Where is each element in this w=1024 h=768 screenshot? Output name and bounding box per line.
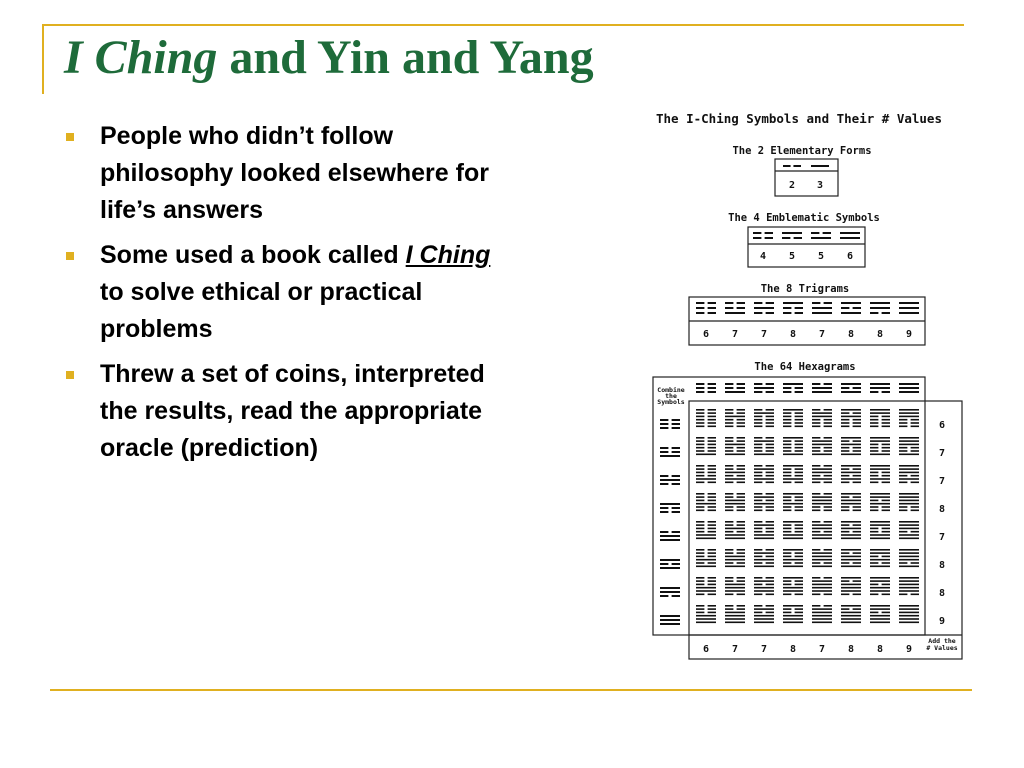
hexagrams-right-frame bbox=[689, 401, 962, 659]
column-sum-value: 8 bbox=[876, 644, 884, 655]
trigram-value: 7 bbox=[818, 329, 826, 340]
line-symbol-icon bbox=[812, 549, 832, 567]
line-symbol-icon bbox=[696, 605, 716, 623]
line-symbol-icon bbox=[696, 549, 716, 567]
line-symbol-icon bbox=[812, 465, 832, 483]
line-symbol-icon bbox=[725, 549, 745, 567]
line-symbol-icon bbox=[754, 521, 774, 539]
line-symbol-icon bbox=[783, 302, 803, 314]
row-sum-value: 8 bbox=[938, 588, 946, 599]
trigram-value: 8 bbox=[876, 329, 884, 340]
line-symbol-icon bbox=[841, 465, 861, 483]
line-symbol-icon bbox=[754, 549, 774, 567]
bullet-text: People who didn’t follow philosophy looked elsewhere for life’s answers bbox=[100, 122, 489, 224]
line-symbol-icon bbox=[899, 521, 919, 539]
line-symbol-icon bbox=[696, 437, 716, 455]
line-symbol-icon bbox=[754, 302, 774, 314]
line-symbol-icon bbox=[660, 503, 680, 513]
i-ching-symbols-figure bbox=[640, 105, 980, 670]
line-symbol-icon bbox=[696, 302, 716, 314]
line-symbol-icon bbox=[812, 383, 832, 393]
line-symbol-icon bbox=[783, 521, 803, 539]
line-symbol-icon bbox=[812, 302, 832, 314]
line-symbol-icon bbox=[725, 302, 745, 314]
line-symbol-icon bbox=[870, 549, 890, 567]
line-symbol-icon bbox=[725, 605, 745, 623]
line-symbol-icon bbox=[812, 577, 832, 595]
bullet-item bbox=[62, 118, 512, 229]
add-label-line-1: Add the bbox=[928, 637, 956, 645]
column-sum-value: 7 bbox=[818, 644, 826, 655]
bullet-item bbox=[62, 356, 512, 467]
column-sum-value: 7 bbox=[760, 644, 768, 655]
line-symbol-icon bbox=[725, 521, 745, 539]
column-sum-value: 6 bbox=[702, 644, 710, 655]
line-symbol-icon bbox=[660, 531, 680, 541]
trigram-value: 9 bbox=[905, 329, 913, 340]
row-sum-value: 9 bbox=[938, 616, 946, 627]
line-symbol-icon bbox=[841, 383, 861, 393]
line-symbol-icon bbox=[660, 587, 680, 597]
bullet-list bbox=[62, 118, 512, 475]
trigram-value: 8 bbox=[847, 329, 855, 340]
line-symbol-icon bbox=[870, 465, 890, 483]
line-symbol-icon bbox=[696, 521, 716, 539]
line-symbol-icon bbox=[899, 605, 919, 623]
line-symbol-icon bbox=[870, 493, 890, 511]
line-symbol-icon bbox=[899, 409, 919, 427]
trigrams-heading: The 8 Trigrams bbox=[760, 283, 850, 295]
line-symbol-icon bbox=[696, 577, 716, 595]
row-sum-value: 7 bbox=[938, 448, 946, 459]
line-symbol-icon bbox=[783, 549, 803, 567]
trigram-value: 6 bbox=[702, 329, 710, 340]
combine-label-line-2: the bbox=[665, 392, 677, 400]
trigram-value: 8 bbox=[789, 329, 797, 340]
bullet-square-icon bbox=[66, 252, 74, 260]
line-symbol-icon bbox=[725, 383, 745, 393]
line-symbol-icon bbox=[754, 577, 774, 595]
line-symbol-icon bbox=[696, 409, 716, 427]
add-label-line-2: # Values bbox=[926, 644, 958, 652]
line-symbol-icon bbox=[753, 232, 773, 239]
line-symbol-icon bbox=[899, 493, 919, 511]
line-symbol-icon bbox=[783, 383, 803, 393]
row-sum-value: 8 bbox=[938, 504, 946, 515]
line-symbol-icon bbox=[899, 577, 919, 595]
bullet-item bbox=[62, 237, 512, 348]
form-value: 3 bbox=[816, 180, 824, 191]
line-symbol-icon bbox=[725, 437, 745, 455]
column-sum-value: 7 bbox=[731, 644, 739, 655]
emblematic-symbols-table bbox=[748, 227, 865, 267]
line-symbol-icon bbox=[841, 302, 861, 314]
line-symbol-icon bbox=[660, 419, 680, 429]
bullet-square-icon bbox=[66, 133, 74, 141]
line-symbol-icon bbox=[899, 437, 919, 455]
line-symbol-icon bbox=[696, 383, 716, 393]
line-symbol-icon bbox=[660, 615, 680, 625]
book-title-i-ching: I Ching bbox=[405, 241, 491, 269]
line-symbol-icon bbox=[870, 383, 890, 393]
line-symbol-icon bbox=[870, 409, 890, 427]
line-symbol-icon bbox=[660, 475, 680, 485]
line-symbol-icon bbox=[754, 437, 774, 455]
line-symbol-icon bbox=[899, 465, 919, 483]
trigram-value: 7 bbox=[731, 329, 739, 340]
line-symbol-icon bbox=[811, 232, 831, 239]
emblematic-value: 5 bbox=[788, 251, 796, 262]
row-sum-value: 7 bbox=[938, 532, 946, 543]
line-symbol-icon bbox=[841, 521, 861, 539]
line-symbol-icon bbox=[783, 493, 803, 511]
line-symbol-icon bbox=[725, 493, 745, 511]
bullet-square-icon bbox=[66, 371, 74, 379]
emblematic-value: 6 bbox=[846, 251, 854, 262]
column-sum-value: 9 bbox=[905, 644, 913, 655]
form-value: 2 bbox=[788, 180, 796, 191]
line-symbol-icon bbox=[812, 493, 832, 511]
line-symbol-icon bbox=[725, 465, 745, 483]
line-symbol-icon bbox=[870, 521, 890, 539]
row-sum-value: 8 bbox=[938, 560, 946, 571]
row-sum-value: 7 bbox=[938, 476, 946, 487]
bullet-text-post: to solve ethical or practical problems bbox=[100, 278, 423, 343]
line-symbol-icon bbox=[841, 577, 861, 595]
line-symbol-icon bbox=[899, 302, 919, 314]
line-symbol-icon bbox=[696, 465, 716, 483]
row-sum-value: 6 bbox=[938, 420, 946, 431]
line-symbol-icon bbox=[783, 409, 803, 427]
line-symbol-icon bbox=[812, 605, 832, 623]
line-symbol-icon bbox=[841, 549, 861, 567]
line-symbol-icon bbox=[725, 409, 745, 427]
figure-title: The I-Ching Symbols and Their # Values bbox=[656, 111, 942, 126]
combine-label-line-3: Symbols bbox=[657, 398, 685, 406]
line-symbol-icon bbox=[783, 165, 801, 167]
forms-heading: The 2 Elementary Forms bbox=[732, 145, 872, 157]
line-symbol-icon bbox=[783, 465, 803, 483]
column-sum-value: 8 bbox=[847, 644, 855, 655]
elementary-forms-table bbox=[775, 159, 838, 196]
line-symbol-icon bbox=[899, 549, 919, 567]
line-symbol-icon bbox=[783, 605, 803, 623]
combine-label-line-1: Combine bbox=[657, 386, 685, 394]
forms-frame bbox=[775, 159, 838, 196]
line-symbol-icon bbox=[660, 447, 680, 457]
bottom-rule bbox=[50, 689, 972, 691]
line-symbol-icon bbox=[812, 409, 832, 427]
line-symbol-icon bbox=[754, 493, 774, 511]
column-sum-value: 8 bbox=[789, 644, 797, 655]
line-symbol-icon bbox=[754, 383, 774, 393]
hexagrams-table bbox=[653, 377, 962, 659]
line-symbol-icon bbox=[783, 577, 803, 595]
line-symbol-icon bbox=[841, 437, 861, 455]
emblematic-value: 4 bbox=[759, 251, 767, 262]
top-rule-vertical bbox=[42, 24, 44, 94]
line-symbol-icon bbox=[754, 465, 774, 483]
line-symbol-icon bbox=[840, 232, 860, 239]
top-rule-horizontal bbox=[42, 24, 964, 26]
line-symbol-icon bbox=[870, 437, 890, 455]
title-emphasis: I Ching bbox=[64, 31, 218, 84]
line-symbol-icon bbox=[870, 302, 890, 314]
line-symbol-icon bbox=[660, 559, 680, 569]
line-symbol-icon bbox=[754, 605, 774, 623]
line-symbol-icon bbox=[725, 577, 745, 595]
line-symbol-icon bbox=[754, 409, 774, 427]
line-symbol-icon bbox=[841, 493, 861, 511]
line-symbol-icon bbox=[783, 437, 803, 455]
slide-title bbox=[64, 31, 594, 84]
title-rest: and Yin and Yang bbox=[217, 31, 594, 84]
line-symbol-icon bbox=[841, 605, 861, 623]
bullet-text: Threw a set of coins, interpreted the results, read the appropriate oracle (prediction) bbox=[100, 360, 485, 462]
line-symbol-icon bbox=[782, 232, 802, 239]
emblematic-value: 5 bbox=[817, 251, 825, 262]
line-symbol-icon bbox=[812, 437, 832, 455]
line-symbol-icon bbox=[870, 605, 890, 623]
emblematic-heading: The 4 Emblematic Symbols bbox=[728, 212, 880, 224]
line-symbol-icon bbox=[870, 577, 890, 595]
line-symbol-icon bbox=[899, 383, 919, 393]
line-symbol-icon bbox=[812, 521, 832, 539]
trigram-value: 7 bbox=[760, 329, 768, 340]
trigrams-table bbox=[689, 297, 925, 345]
line-symbol-icon bbox=[811, 165, 829, 167]
bullet-text-pre: Some used a book called bbox=[100, 241, 406, 269]
line-symbol-icon bbox=[696, 493, 716, 511]
line-symbol-icon bbox=[841, 409, 861, 427]
hexagrams-heading: The 64 Hexagrams bbox=[754, 361, 856, 373]
